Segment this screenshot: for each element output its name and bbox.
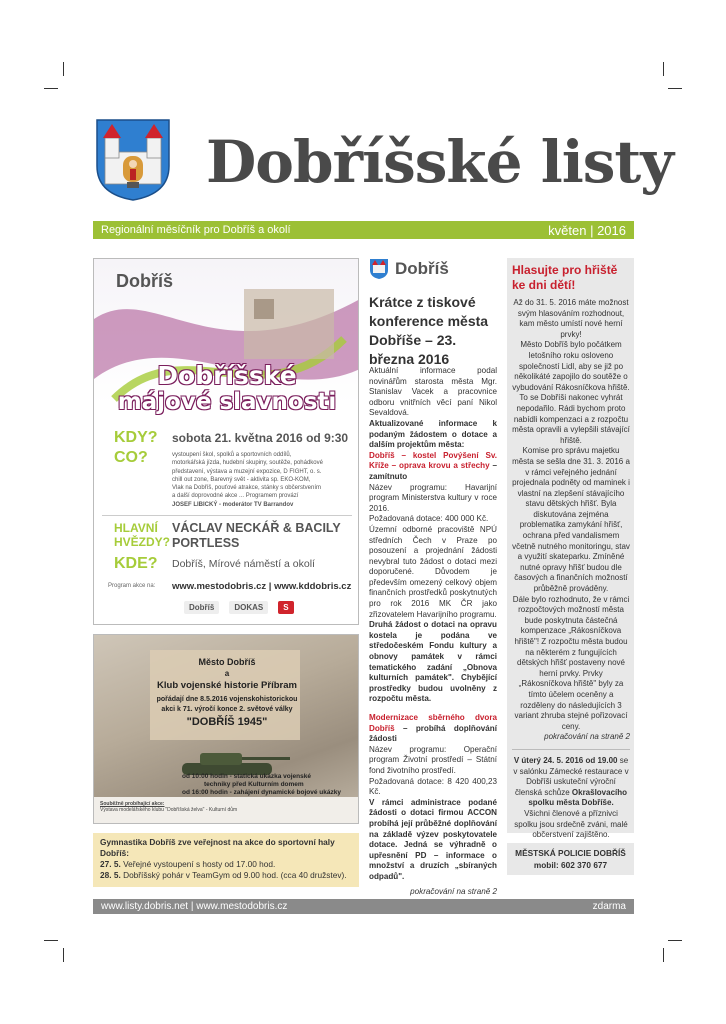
co-details: vystoupení škol, spolků a sportovních oddílů, motorkářská jízda, hudební skupiny, soutěže, pohádkové představení, výstava a muzejní expozice, D FIGHT, o. s. chill out zone, Barevný svět - aktivita sp. EKO-KOM, Vlak na Dobříš, pouťové atrakce, stánky s občerstvením a další doprovodné akce ... Programem provází JOSEF LIBICKÝ - moderátor TV Barrandov bbox=[172, 452, 323, 508]
kde-value: Dobříš, Mírové náměstí a okolí bbox=[172, 558, 315, 570]
detail-1: od 10:00 hodin - statická ukázka vojenské bbox=[182, 773, 311, 780]
detail-3: od 16:00 hodin - zahájení dynamické bojové ukázky bbox=[182, 789, 341, 796]
gym-item-1: 27. 5. Veřejné vystoupení s hosty od 17.00 hod. bbox=[100, 859, 276, 869]
article-title: Krátce z tiskové konference města Dobříše – 23. března 2016 bbox=[369, 294, 489, 367]
coat-of-arms-icon bbox=[93, 116, 173, 202]
logo-dobris: Dobříš bbox=[184, 601, 219, 614]
poster-line1: Město Dobříš bbox=[198, 657, 256, 667]
sidebar-divider bbox=[512, 749, 630, 750]
crop-mark bbox=[668, 940, 682, 941]
sidebar-continued: pokračování na straně 2 bbox=[544, 732, 630, 742]
stars-value: VÁCLAV NECKÁŘ & BACILY PORTLESS bbox=[172, 521, 341, 550]
gym-item-2: 28. 5. Dobříšský pohár v TeamGym od 9.00 hod. (cca 40 družstev). bbox=[100, 870, 347, 880]
article-body: Aktuální informace podal novinářům starosta města Mgr. Stanislav Vacek a pracovnice odboru vnitřních věcí paní Nikol Sevaldová. Aktualizované informace k podaným žádostem o dotace a dalším projektům města: Dobříš – kostel Povýšení Sv. Kříže – oprava krovu a střechy – zamítnuto Název programu: Havarijní program Ministerstva kultury v roce 2016. Požadovaná dotace: 400 000 Kč. Územní odborné pracoviště NPÚ středních Čech v Praze po posouzení a projednání žádosti nevybral tuto žádost o dotaci mezi doporučené. Důvodem je především omezený celkový objem finančních prostředků poskytnutých pro rok 2016 MK ČR jako zřizovatelem Havarijního programu. Druhá žádost o dotaci na opravu kostela je podána ve středočeském Fondu kultury a obnovy památek v rámci tematického zadání „Obnova kulturních památek". Chybějící prostředky budou uvolněny z rozpočtu města. Modernizace sběrného dvora Dobříš – probíhá doplňování žádosti Název programu: Operační program Životní prostředí – Státní fond životního prostředí. Požadovaná dotace: 8 420 400,23 Kč. V rámci administrace podané žádosti o dotaci firmou ACCON probíhá její průběžné doplňování na základě výzev poskytovatele dotace. Jedná se výhradně o upřesnění PD – informace o množství a druzích „sbíraných odpadů". pokračování na straně 2 bbox=[369, 366, 497, 896]
subtitle: Regionální měsíčník pro Dobříš a okolí bbox=[101, 224, 291, 236]
poster-line4: pořádají dne 8.5.2016 vojenskohistorickou bbox=[156, 696, 298, 703]
kde-label: KDE? bbox=[114, 555, 158, 572]
poster-title-line1: Dobříšské bbox=[157, 361, 297, 390]
footer-links[interactable]: www.listy.dobris.net | www.mestodobris.cz bbox=[101, 901, 288, 912]
detail-2: techniky před Kulturním domem bbox=[204, 781, 304, 788]
poster-divider bbox=[102, 515, 352, 516]
sidebar-body: Až do 31. 5. 2016 máte možnost svým hlasováním rozhodnout, kam město umístí nové herní prvky! Město Dobříš bylo počátkem letošního roku osloveno společností Lidl, aby se již po několikáté zapojilo do soutěže o vybudování Rákosníčkova hřiště. To se Dobříši nakonec vyhrát nepodařilo. Rádi bychom proto nabídli kompenzaci a z rozpočtu města opravili a vylepšili stávající hřiště. Komise pro správu majetku města se sešla dne 31. 3. 2016 a v rámci veřejného jednání projednala podněty od maminek i vlastní na zlepšení stávajícího stavu dětských hřišť. Byla diskutována zejména problematika zamykání hřišť, ochrana před vandalismem včetně nutného monitoringu, stav a využití skateparku. Zmíněné nutné opravy hřišť budou dle časových a finančních možností průběžně prováděny. Dále bylo rozhodnuto, že v rámci rozpočtových možností města bude poskytnuta částečná kompenzace „Rákosníčkova hřiště"! Z rozpočtu města budou na některém z fungujících dětských hřišť postaveny nové herní prvky. Prvky „Rákosníčkova hřiště" byly za tímto účelem oceněny a rozděleny do následujících 3 variant zhruba stejné pořizovací ceny. pokračování na straně 2 V úterý 24. 5. 2016 od 19.00 se v salónku Zámecké restaurace v Dobříši uskuteční výroční členská schůze Okrašlovacího spolku města Dobříše. Všichni členové a příznivci spolku jsou srdečně zváni, malé občerstvení zajištěno. bbox=[512, 298, 630, 840]
majove-slavnosti-poster bbox=[93, 258, 359, 625]
poster-line3: Klub vojenské historie Příbram bbox=[157, 680, 297, 691]
crop-mark bbox=[44, 88, 58, 89]
crop-mark bbox=[44, 940, 58, 941]
program-label: Program akce na: bbox=[108, 583, 156, 589]
poster-urls: www.mestodobris.cz | www.kddobris.cz bbox=[172, 581, 352, 592]
subtitle-band bbox=[93, 221, 634, 239]
logo-dokas: DOKAS bbox=[229, 601, 268, 614]
masthead-title: Dobříšské listy bbox=[206, 128, 673, 196]
poster-line6: "DOBŘÍŠ 1945" bbox=[186, 716, 268, 728]
stars-label: HLAVNÍ HVĚZDY? bbox=[114, 521, 171, 549]
co-label: CO? bbox=[114, 449, 148, 466]
sidebar-title: Hlasujte pro hřiště ke dni dětí! bbox=[512, 263, 618, 292]
dobris-logo-text: Dobříš bbox=[395, 259, 449, 278]
gym-title: Gymnastika Dobříš zve veřejnost na akce do sportovní haly Dobříš: bbox=[100, 837, 335, 858]
footer-bar bbox=[93, 899, 634, 914]
dobris-1945-poster bbox=[93, 634, 359, 824]
poster-line2: a bbox=[224, 669, 230, 678]
footer-text-1: Souběžně probíhající akce: bbox=[100, 801, 165, 807]
crop-mark bbox=[63, 62, 64, 76]
police-box bbox=[507, 843, 634, 875]
crop-mark bbox=[63, 948, 64, 962]
issue-date: květen | 2016 bbox=[548, 222, 626, 238]
dobris-logo bbox=[369, 258, 449, 280]
poster-logos bbox=[184, 601, 294, 614]
crop-mark bbox=[668, 88, 682, 89]
poster-line5: akci k 71. výročí konce 2. světové války bbox=[161, 706, 293, 713]
continued-note: pokračování na straně 2 bbox=[410, 886, 497, 896]
footer-price: zdarma bbox=[592, 901, 626, 912]
kdy-value: sobota 21. května 2016 od 9:30 bbox=[172, 431, 349, 445]
crop-mark bbox=[663, 948, 664, 962]
footer-text-2: Výstava modelářského klubu "Dobříšská želva" - Kulturní dům bbox=[100, 807, 238, 813]
logo-s: S bbox=[278, 601, 293, 614]
sidebar-box bbox=[507, 258, 634, 840]
poster-title-line2: májové slavnosti bbox=[117, 389, 337, 415]
police-phone: mobil: 602 370 677 bbox=[533, 860, 608, 870]
gymnastika-box bbox=[93, 833, 359, 887]
dobris-crest-icon bbox=[369, 258, 389, 280]
kdy-label: KDY? bbox=[114, 429, 158, 446]
poster-brand: Dobříš bbox=[116, 271, 174, 291]
crop-mark bbox=[663, 62, 664, 76]
police-title: MĚSTSKÁ POLICIE DOBŘÍŠ bbox=[515, 848, 626, 858]
